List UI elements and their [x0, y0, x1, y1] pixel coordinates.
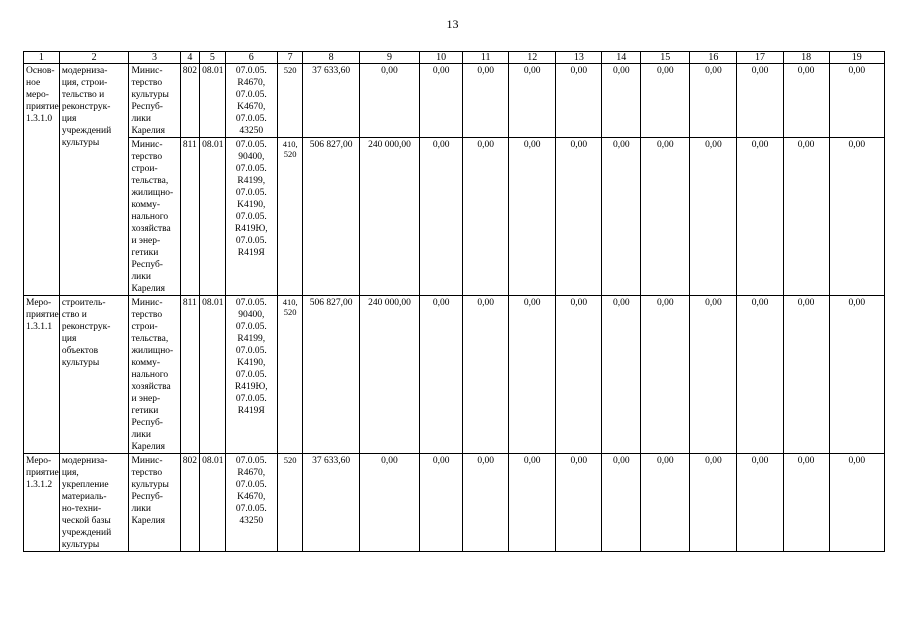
expense-type-cell: 520 — [277, 64, 303, 138]
amount-cell: 0,00 — [509, 64, 556, 138]
amount-cell: 0,00 — [420, 64, 463, 138]
amount-cell: 0,00 — [420, 296, 463, 454]
amount-cell: 0,00 — [737, 64, 783, 138]
amount-cell: 0,00 — [783, 296, 829, 454]
column-header: 8 — [303, 52, 359, 64]
amount-cell: 0,00 — [420, 454, 463, 552]
amount-cell: 0,00 — [463, 454, 509, 552]
amount-cell: 0,00 — [690, 454, 737, 552]
amount-cell: 0,00 — [556, 454, 602, 552]
page-number: 13 — [446, 17, 459, 31]
amount-cell: 37 633,60 — [303, 64, 359, 138]
activity-name-cell: Основ- ное меро- приятие 1.3.1.0 — [24, 64, 60, 296]
column-header: 13 — [556, 52, 602, 64]
amount-cell: 0,00 — [737, 138, 783, 296]
amount-cell: 0,00 — [829, 296, 884, 454]
amount-cell: 0,00 — [783, 454, 829, 552]
activity-description-cell: модерниза- ция, строи- тельство и реконструк- ция учреждений культуры — [59, 64, 129, 296]
grbs-code-cell: 802 — [180, 64, 199, 138]
amount-cell: 0,00 — [602, 296, 641, 454]
amount-cell: 0,00 — [359, 454, 419, 552]
column-header: 7 — [277, 52, 303, 64]
amount-cell: 240 000,00 — [359, 296, 419, 454]
amount-cell: 0,00 — [556, 138, 602, 296]
ministry-cell: Минис- терство культуры Респуб- лики Карелия — [129, 64, 180, 138]
activity-name-cell: Меро- приятие 1.3.1.2 — [24, 454, 60, 552]
amount-cell: 0,00 — [463, 138, 509, 296]
amount-cell: 0,00 — [602, 138, 641, 296]
target-article-cell: 07.0.05. R4670, 07.0.05. K4670, 07.0.05. 43250 — [225, 64, 277, 138]
amount-cell: 0,00 — [829, 64, 884, 138]
amount-cell: 0,00 — [463, 296, 509, 454]
amount-cell: 37 633,60 — [303, 454, 359, 552]
amount-cell: 0,00 — [690, 138, 737, 296]
amount-cell: 0,00 — [641, 138, 690, 296]
column-header: 19 — [829, 52, 884, 64]
target-article-cell: 07.0.05. R4670, 07.0.05. K4670, 07.0.05. 43250 — [225, 454, 277, 552]
amount-cell: 0,00 — [602, 64, 641, 138]
column-header: 5 — [200, 52, 226, 64]
amount-cell: 0,00 — [783, 138, 829, 296]
column-header: 14 — [602, 52, 641, 64]
ministry-cell: Минис- терство строи- тельства, жилищно- комму- нального хозяйства и энер- гетики Респуб- лики Карелия — [129, 296, 180, 454]
amount-cell: 0,00 — [737, 296, 783, 454]
amount-cell: 0,00 — [509, 296, 556, 454]
amount-cell: 0,00 — [509, 138, 556, 296]
table-body — [24, 64, 885, 552]
target-article-cell: 07.0.05. 90400, 07.0.05. R4199, 07.0.05. K4190, 07.0.05. R419Ю, 07.0.05. R419Я — [225, 296, 277, 454]
section-code-cell: 08.01 — [200, 454, 226, 552]
budget-table — [23, 51, 885, 552]
table-row — [24, 454, 885, 552]
table-row — [24, 296, 885, 454]
amount-cell: 0,00 — [556, 296, 602, 454]
expense-type-cell: 410, 520 — [277, 138, 303, 296]
amount-cell: 0,00 — [829, 138, 884, 296]
amount-cell: 0,00 — [783, 64, 829, 138]
column-header: 10 — [420, 52, 463, 64]
expense-type-cell: 410, 520 — [277, 296, 303, 454]
ministry-cell: Минис- терство строи- тельства, жилищно- комму- нального хозяйства и энер- гетики Респуб- лики Карелия — [129, 138, 180, 296]
table-row — [24, 64, 885, 138]
column-header: 15 — [641, 52, 690, 64]
amount-cell: 0,00 — [829, 454, 884, 552]
amount-cell: 0,00 — [690, 64, 737, 138]
expense-type-cell: 520 — [277, 454, 303, 552]
amount-cell: 0,00 — [556, 64, 602, 138]
amount-cell: 0,00 — [737, 454, 783, 552]
activity-name-cell: Меро- приятие 1.3.1.1 — [24, 296, 60, 454]
amount-cell: 506 827,00 — [303, 138, 359, 296]
column-header: 4 — [180, 52, 199, 64]
table-row — [24, 138, 885, 296]
amount-cell: 0,00 — [641, 296, 690, 454]
amount-cell: 0,00 — [420, 138, 463, 296]
column-header: 6 — [225, 52, 277, 64]
column-header: 3 — [129, 52, 180, 64]
section-code-cell: 08.01 — [200, 296, 226, 454]
amount-cell: 0,00 — [359, 64, 419, 138]
column-header: 16 — [690, 52, 737, 64]
activity-description-cell: модерниза- ция, укрепление материаль- но-техни- ческой базы учреждений культуры — [59, 454, 129, 552]
column-header: 12 — [509, 52, 556, 64]
column-header: 2 — [59, 52, 129, 64]
column-header: 9 — [359, 52, 419, 64]
column-header: 1 — [24, 52, 60, 64]
ministry-cell: Минис- терство культуры Респуб- лики Карелия — [129, 454, 180, 552]
grbs-code-cell: 811 — [180, 296, 199, 454]
amount-cell: 506 827,00 — [303, 296, 359, 454]
amount-cell: 0,00 — [509, 454, 556, 552]
amount-cell: 0,00 — [690, 296, 737, 454]
target-article-cell: 07.0.05. 90400, 07.0.05. R4199, 07.0.05. K4190, 07.0.05. R419Ю, 07.0.05. R419Я — [225, 138, 277, 296]
activity-description-cell: строитель- ство и реконструк- ция объектов культуры — [59, 296, 129, 454]
grbs-code-cell: 811 — [180, 138, 199, 296]
column-header: 17 — [737, 52, 783, 64]
section-code-cell: 08.01 — [200, 138, 226, 296]
grbs-code-cell: 802 — [180, 454, 199, 552]
amount-cell: 0,00 — [641, 64, 690, 138]
header-row — [24, 52, 885, 64]
amount-cell: 240 000,00 — [359, 138, 419, 296]
amount-cell: 0,00 — [463, 64, 509, 138]
column-header: 18 — [783, 52, 829, 64]
column-header: 11 — [463, 52, 509, 64]
amount-cell: 0,00 — [602, 454, 641, 552]
section-code-cell: 08.01 — [200, 64, 226, 138]
amount-cell: 0,00 — [641, 454, 690, 552]
